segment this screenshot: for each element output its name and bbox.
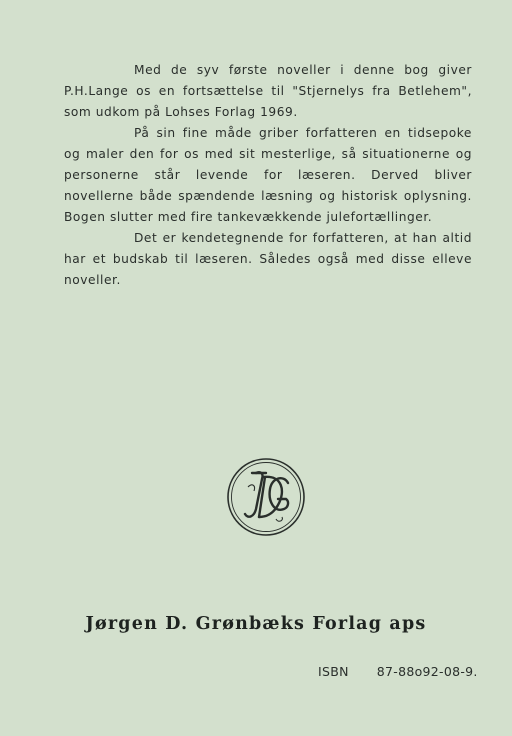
isbn-label: ISBN	[318, 664, 349, 679]
blurb-paragraph-1: Med de syv første noveller i denne bog giver P.H.Lange os en fortsættelse til "Stjernelys fra Betlehem", som udkom på Lohses Forlag 1969.	[64, 63, 472, 119]
blurb-text	[64, 60, 472, 291]
isbn-line	[318, 664, 478, 679]
blurb-paragraph-3: Det er kendetegnende for forfatteren, at han altid har et budskab til læseren. Således også med disse elleve noveller.	[64, 231, 472, 287]
blurb-paragraph-2: På sin fine måde griber forfatteren en tidsepoke og maler den for os med sit mesterlige, så situationerne og personerne står levende for læseren. Derved bliver novellerne både spændende læsning og historisk oplysning. Bogen slutter med fire tankevækkende julefortællinger.	[64, 126, 472, 224]
publisher-monogram-logo	[226, 457, 306, 537]
publisher-name: Jørgen D. Grønbæks Forlag aps	[85, 614, 427, 634]
isbn-number: 87-88o92-08-9.	[376, 664, 478, 679]
